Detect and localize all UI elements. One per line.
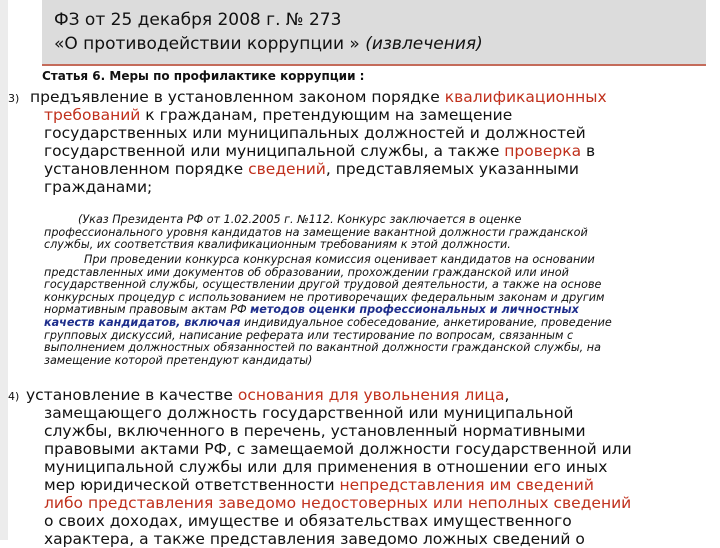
note-line: профессионального уровня кандидатов на замещение вакантной должности гражданской (44, 225, 588, 239)
highlight-text: основания для увольнения лица (237, 386, 505, 404)
item-4-line: замещающего должность государственной или муниципальной (44, 404, 574, 422)
highlight-text: сведений (248, 160, 326, 178)
text: мер юридической ответственности (44, 476, 340, 494)
item-3-line: гражданами; (44, 178, 153, 196)
note-line: При проведении конкурса конкурсная комиссия оценивает кандидатов на основании (84, 253, 595, 266)
text: государственной или муниципальной службы, а также (44, 142, 505, 160)
text: индивидуальное собеседование, анкетирование, проведение (240, 316, 612, 329)
item-4-line: службы, включенного в перечень, установленный нормативными (44, 422, 586, 440)
title-banner (42, 0, 706, 66)
slide-edge (0, 0, 8, 540)
text: предъявление в установленном законом порядке (30, 88, 445, 106)
title-law-name: «О противодействии коррупции » (54, 34, 366, 54)
item-3-line (44, 106, 512, 124)
text: , (504, 386, 510, 404)
item-4-line: либо представления заведомо недостоверных или неполных сведений (44, 494, 632, 512)
item-4-line: правовыми актами РФ, с замещаемой должности государственной или (44, 440, 632, 458)
note-line: выполнением должностных обязанностей по вакантной должности гражданской службы, на (44, 341, 601, 355)
item-3-line (30, 88, 607, 106)
text: к гражданам, претендующим на замещение (140, 106, 513, 124)
note-line: службы, их соответствия квалификационным требованиям к этой должности. (44, 238, 511, 252)
highlight-text: методов оценки профессиональных и личностных (250, 303, 579, 317)
text: установление в качестве (26, 386, 238, 404)
highlight-text: проверка (504, 142, 582, 160)
item-4-line: о своих доходах, имуществе и обязательствах имущественного (44, 512, 572, 530)
note-line: замещение которой претендуют кандидаты) (44, 353, 313, 367)
title-line-2 (54, 34, 483, 54)
note-line: представленных ими документов об образовании, прохождении гражданской или иной (44, 265, 569, 279)
note-line: групповых дискуссий, написание реферата или тестирование по вопросам, связанным с (44, 328, 574, 342)
article-heading: Статья 6. Меры по профилактике коррупции : (42, 69, 365, 83)
text: в (581, 142, 596, 160)
note-line: (Указ Президента РФ от 1.02.2005 г. №112. Конкурс заключается в оценке (78, 213, 522, 226)
item-4-line: муниципальной службы или для применения в отношении его иных (44, 458, 608, 476)
item-3-line (44, 160, 579, 178)
item-number: 4) (8, 390, 20, 403)
highlight-text: качеств кандидатов, включая (44, 316, 241, 329)
title-extract-note: (извлечения) (365, 34, 483, 54)
item-3-line (44, 142, 595, 160)
item-4-line: характера, а также представления заведомо ложных сведений о (44, 530, 585, 548)
text: , представляемых указанными (325, 160, 579, 178)
highlight-text: квалификационных (444, 88, 607, 106)
highlight-text: непредставления им сведений (339, 476, 594, 494)
text: нормативным правовым актам РФ (44, 303, 251, 317)
highlight-text: требований (44, 106, 141, 124)
item-4-line (26, 386, 509, 404)
title-line-1: ФЗ от 25 декабря 2008 г. № 273 (54, 10, 342, 30)
item-number: 3) (8, 92, 20, 105)
note-line: государственной службы, осуществлении другой трудовой деятельности, а также на основе (44, 278, 602, 292)
item-3-line: государственных или муниципальных должностей и должностей (44, 124, 586, 142)
text: установленном порядке (44, 160, 249, 178)
item-4-line (44, 476, 594, 494)
note-line: конкурсных процедур с использованием не противоречащих федеральным законам и другим (44, 290, 605, 304)
note-line (44, 317, 612, 330)
